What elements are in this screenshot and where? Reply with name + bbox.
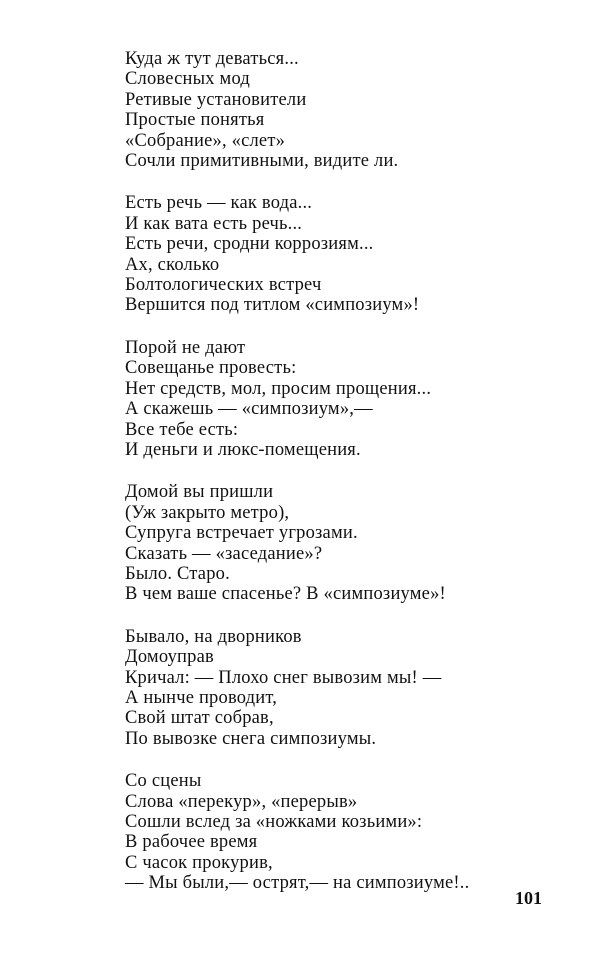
poem-line: Есть речи, сродни коррозиям... — [125, 234, 374, 255]
poem-line: Словесных мод — [125, 69, 250, 90]
stanza-4 — [125, 482, 565, 604]
poem-line: А нынче проводит, — [125, 687, 278, 708]
poem-line: «Собрание», «слет» — [125, 130, 286, 151]
poem-line: Свой штат собрав, — [125, 708, 274, 729]
poem-line: Со сцены — [125, 771, 202, 792]
poem-line: Простые понятья — [125, 110, 265, 131]
poem-line: Сочли примитивными, видите ли. — [125, 151, 399, 172]
poem-line: В рабочее время — [125, 832, 258, 853]
poem-line: В чем ваше спасенье? В «симпозиуме»! — [125, 584, 446, 605]
poem-line: Бывало, на дворников — [125, 626, 302, 647]
poem-line: Сказать — «заседание»? — [125, 543, 323, 564]
poem-line: Есть речь — как вода... — [125, 193, 313, 214]
poem-line: Ретивые установители — [125, 89, 307, 110]
poem-line: А скажешь — «симпозиум»,— — [125, 399, 373, 420]
poem-line: Домой вы пришли — [125, 482, 274, 503]
poem-line: Нет средств, мол, просим прощения... — [125, 378, 432, 399]
poem-line: Домоуправ — [125, 647, 214, 668]
poem-line: С часок прокурив, — [125, 852, 273, 873]
poem-line: Вершится под титлом «симпозиум»! — [125, 295, 420, 316]
poem-line: Все тебе есть: — [125, 419, 239, 440]
poem-line: И деньги и люкс-помещения. — [125, 439, 361, 460]
poem-line: Слова «перекур», «перерыв» — [125, 791, 358, 812]
poem-line: Было. Старо. — [125, 563, 230, 584]
poem-line: Болтологических встреч — [125, 275, 322, 296]
poem-line: Сошли вслед за «ножками козьими»: — [125, 812, 423, 832]
stanza-3 — [125, 338, 565, 460]
stanza-6 — [125, 771, 565, 893]
page-number: 101 — [515, 888, 542, 908]
poem-line: Куда ж тут деваться... — [125, 49, 299, 69]
poem-line: — Мы были,— острят,— на симпозиуме!.. — [125, 873, 470, 894]
stanza-5 — [125, 627, 565, 749]
stanza-1 — [125, 49, 565, 171]
poem-line: (Уж закрыто метро), — [125, 502, 290, 523]
poem-line: По вывозке снега симпозиумы. — [125, 728, 377, 749]
poem-line: И как вата есть речь... — [125, 213, 303, 234]
poem-line: Ах, сколько — [125, 254, 220, 275]
poem — [125, 49, 565, 894]
stanza-2 — [125, 193, 565, 315]
poem-line: Кричал: — Плохо снег вывозим мы! — — [125, 667, 442, 688]
poem-line: Совещанье провесть: — [125, 358, 297, 379]
poem-line: Супруга встречает угрозами. — [125, 523, 358, 544]
poem-line: Порой не дают — [125, 337, 246, 358]
